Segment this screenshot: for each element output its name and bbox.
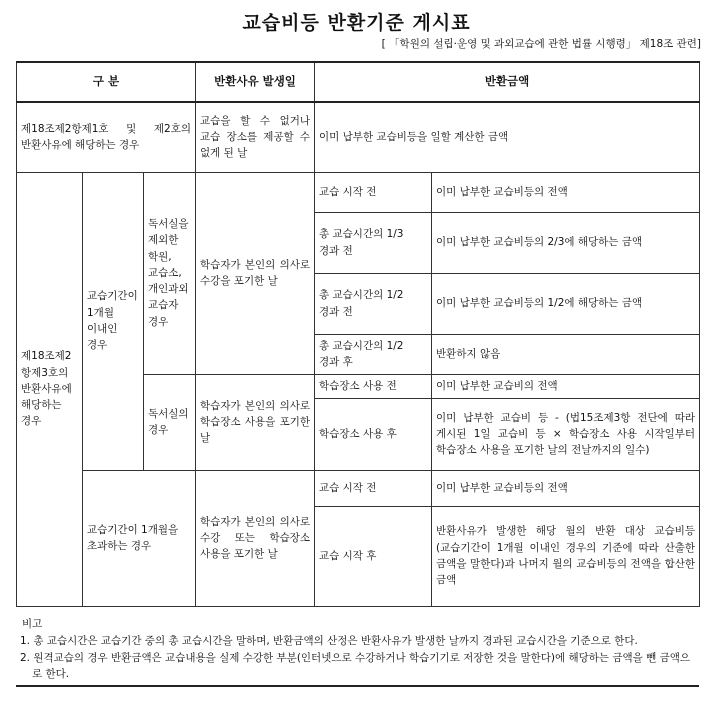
row1-category: 제18조제2항제1호 및 제2호의 반환사유에 해당하는 경우 [17, 102, 196, 172]
amount-cell: 이미 납부한 교습비의 전액 [432, 374, 700, 398]
header-amount: 반환금액 [315, 62, 700, 102]
art3-category: 제18조제2항제3호의 반환사유에 해당하는 경우 [17, 172, 83, 606]
notes-label: 비고 [22, 618, 43, 630]
amount-cell: 이미 납부한 교습비 등 - (법15조제3항 전단에 따라 게시된 1일 교습비 등 × 학습장소 사용 시작일부터 학습장소 사용을 포기한 날의 전날까지의 일수) [432, 398, 700, 470]
reading-room-label: 독서실의 경우 [144, 374, 196, 470]
table-row [17, 172, 700, 212]
general-label: 독서실을 제외한 학원, 교습소, 개인과외교습자 경우 [144, 172, 196, 374]
amount-cell: 이미 납부한 교습비등의 전액 [432, 172, 700, 212]
amount-cell: 반환하지 않음 [432, 334, 700, 374]
time-cell: 학습장소 사용 전 [315, 374, 432, 398]
table-row [17, 102, 700, 172]
page-title: 교습비등 반환기준 게시표 [242, 12, 471, 34]
amount-cell: 이미 납부한 교습비등의 2/3에 해당하는 금액 [432, 212, 700, 273]
note-item: 2. 원격교습의 경우 반환금액은 교습내용을 실제 수강한 부분(인터넷으로 수강하거나 학습기기로 저장한 것을 말한다)에 해당하는 금액을 뺀 금액으로 한다. [20, 651, 691, 681]
amount-cell: 반환사유가 발생한 해당 월의 반환 대상 교습비등(교습기간이 1개월 이내인 경우의 기준에 따라 산출한 금액을 말한다)과 나머지 월의 교습비등의 전액을 합산한 금액 [432, 506, 700, 606]
general-reason: 학습자가 본인의 의사로 수강을 포기한 날 [196, 172, 315, 374]
refund-table [16, 61, 700, 607]
row1-amount: 이미 납부한 교습비등을 일할 계산한 금액 [315, 102, 700, 172]
legal-reference: [ 「학원의 설립·운영 및 과외교습에 관한 법률 시행령」 제18조 관련] [381, 38, 701, 50]
over-month-reason: 학습자가 본인의 의사로 수강 또는 학습장소 사용을 포기한 날 [196, 470, 315, 606]
amount-cell: 이미 납부한 교습비등의 1/2에 해당하는 금액 [432, 273, 700, 334]
row1-reason: 교습을 할 수 없거나 교습 장소를 제공할 수 없게 된 날 [196, 102, 315, 172]
time-cell: 교습 시작 전 [315, 470, 432, 506]
time-cell: 교습 시작 후 [315, 506, 432, 606]
time-cell: 총 교습시간의 1/3 경과 전 [315, 212, 432, 273]
over-month-label: 교습기간이 1개월을 초과하는 경우 [83, 470, 196, 606]
time-cell: 교습 시작 전 [315, 172, 432, 212]
header-reason: 반환사유 발생일 [196, 62, 315, 102]
time-cell: 총 교습시간의 1/2 경과 후 [315, 334, 432, 374]
time-cell: 총 교습시간의 1/2 경과 전 [315, 273, 432, 334]
table-header-row [17, 62, 700, 102]
within-month-label: 교습기간이 1개월 이내인 경우 [83, 172, 144, 470]
time-cell: 학습장소 사용 후 [315, 398, 432, 470]
amount-cell: 이미 납부한 교습비등의 전액 [432, 470, 700, 506]
header-category: 구 분 [17, 62, 196, 102]
note-item: 1. 총 교습시간은 교습기간 중의 총 교습시간을 말하며, 반환금액의 산정은 반환사유가 발생한 날까지 경과된 교습시간을 기준으로 한다. [20, 634, 638, 647]
reading-room-reason: 학습자가 본인의 의사로 학습장소 사용을 포기한 날 [196, 374, 315, 470]
table-row [17, 470, 700, 506]
notes-section [16, 616, 699, 687]
